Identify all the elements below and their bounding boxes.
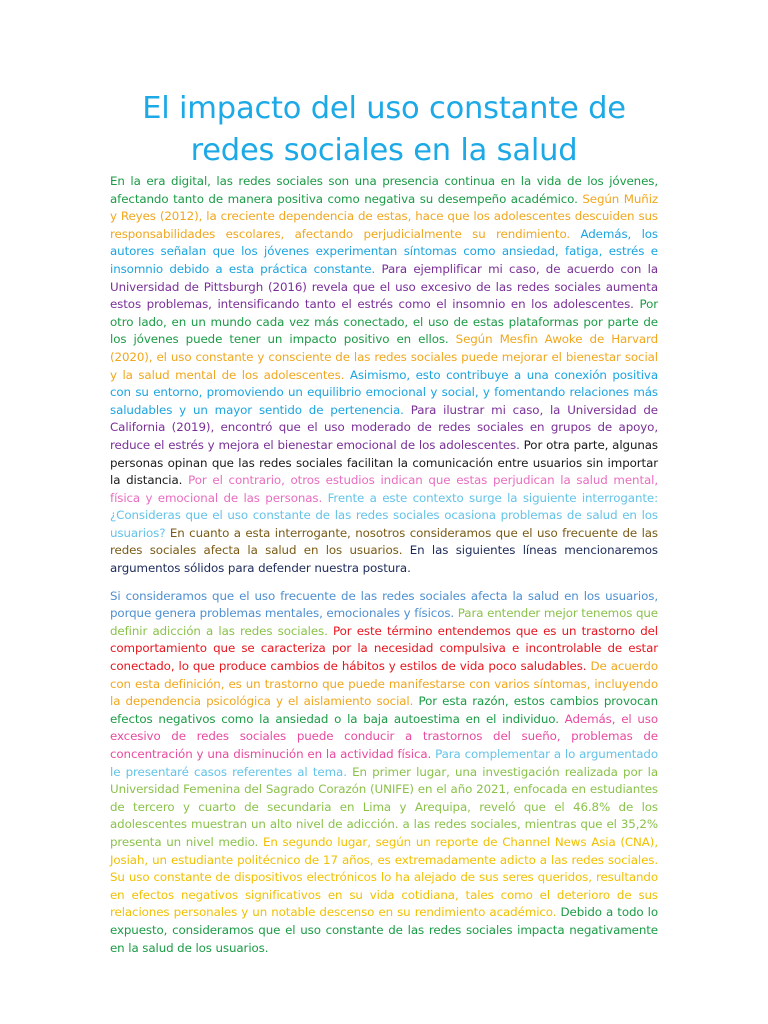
sentence: Para complementar a lo argumentado le presentaré casos referentes al tema. xyxy=(110,747,658,779)
sentence: En cuanto a esta interrogante, nosotros consideramos que el uso frecuente de las redes sociales afecta la salud en los usuarios. xyxy=(110,525,658,558)
sentence: Para ejemplificar mi caso, de acuerdo con la Universidad de Pittsburgh (2016) revela que el uso excesivo de las redes sociales aumenta estos problemas, intensificando tanto el estrés como el insomnio en los adolescentes. xyxy=(110,261,658,312)
sentence: En la era digital, las redes sociales son una presencia continua en la vida de los jóvenes, afectando tanto de manera positiva como negativa su desempeño académico. xyxy=(110,174,658,206)
sentence: Según Muñiz y Reyes (2012), la creciente dependencia de estas, hace que los adolescentes descuiden sus responsabilidades escolares, afectando perjudicialmente su rendimiento. xyxy=(110,191,659,241)
sentence: Asimismo, esto contribuye a una conexión positiva con su entorno, promoviendo un equilibrio emocional y social, y fomentando relaciones más saludables y un mayor sentido de pertenencia. xyxy=(110,367,658,417)
sentence: Según Mesfin Awoke de Harvard (2020), el uso constante y consciente de las redes sociales puede mejorar el bienestar social y la salud mental de los adolescentes. xyxy=(110,332,658,382)
sentence: Por esta razón, estos cambios provocan efectos negativos como la ansiedad o la baja autoestima en el individuo. xyxy=(110,694,658,726)
sentence: De acuerdo con esta definición, es un trastorno que puede manifestarse con varios síntomas, incluyendo la dependencia psicológica y el aislamiento social. xyxy=(110,659,658,709)
document-page xyxy=(110,88,658,957)
sentence: Además, los autores señalan que los jóvenes experimentan síntomas como ansiedad, fatiga, estrés e insomnio debido a esta práctica constante. xyxy=(110,226,658,276)
sentence: Debido a todo lo expuesto, consideramos que el uso constante de las redes sociales impacta negativamente en la salud de los usuarios. xyxy=(110,905,658,955)
sentence: Además, el uso excesivo de redes sociales puede conducir a trastornos del sueño, problemas de concentración y una disminución en la actividad física. xyxy=(110,711,658,761)
document-title: El impacto del uso constante de redes sociales en la salud xyxy=(142,91,626,168)
sentence: En las siguientes líneas mencionaremos argumentos sólidos para defender nuestra postura. xyxy=(110,543,658,576)
sentence: Frente a este contexto surge la siguiente interrogante: ¿Consideras que el uso constante de las redes sociales ocasiona problemas de salud en los usuarios? xyxy=(110,490,658,540)
sentence: Para ilustrar mi caso, la Universidad de California (2019), encontró que el uso moderado de redes sociales en grupos de apoyo, reduce el estrés y mejora el bienestar emocional de los adolescentes. xyxy=(110,402,658,452)
sentence: Si consideramos que el uso frecuente de las redes sociales afecta la salud en los usuarios, porque genera problemas mentales, emocionales y físicos. xyxy=(110,588,658,621)
sentence: Por el contrario, otros estudios indican que estas perjudican la salud mental, física y emocional de las personas. xyxy=(110,473,659,505)
paragraph-introduction xyxy=(110,173,658,578)
sentence: Por otro lado, en un mundo cada vez más conectado, el uso de estas plataformas por parte de los jóvenes puede tener un impacto positivo en ellos. xyxy=(110,297,658,347)
sentence: Por otra parte, algunas personas opinan que las redes sociales facilitan la comunicación entre usuarios sin importar la distancia. xyxy=(110,437,658,488)
sentence: En segundo lugar, según un reporte de Channel News Asia (CNA), Josiah, un estudiante politécnico de 17 años, es extremadamente adicto a las redes sociales. Su uso constante de dispositivos electrónicos lo ha alejado de sus seres queridos, resultando en efectos negativos significativos en su vida cotidiana, tales como el deterioro de sus relaciones personales y un notable descenso en su rendimiento académico. xyxy=(110,834,658,920)
paragraph-argument xyxy=(110,588,658,957)
sentence: Para entender mejor tenemos que definir adicción a las redes sociales. xyxy=(110,606,658,638)
sentence: En primer lugar, una investigación realizada por la Universidad Femenina del Sagrado Corazón (UNIFE) en el año 2021, enfocada en estudiantes de tercero y cuarto de secundaria en Lima y Arequipa, reveló que el 46.8% de los adolescentes muestran un alto nivel de adicción. a las redes sociales, mientras que el 35,2% presenta un nivel medio. xyxy=(110,764,658,849)
sentence: Por este término entendemos que es un trastorno del comportamiento que se caracteriza por la necesidad compulsiva e incontrolable de estar conectado, lo que produce cambios de hábitos y estilos de vida poco saludables. xyxy=(110,623,658,674)
